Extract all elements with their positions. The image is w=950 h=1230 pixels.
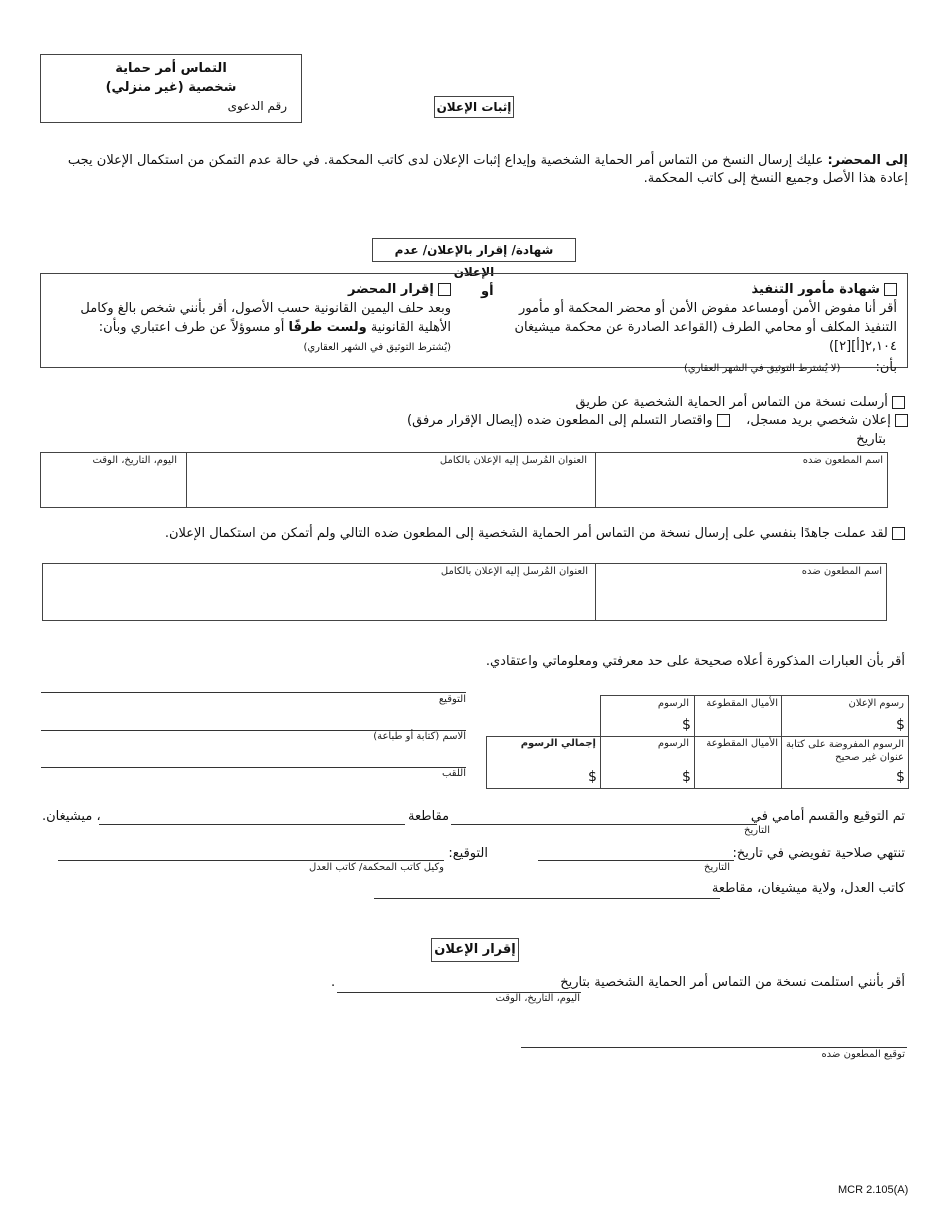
personal-registered-text: إعلان شخصي بريد مسجل،: [746, 413, 891, 428]
officer-certificate-checkbox[interactable]: [884, 283, 897, 296]
server-declaration: [65, 282, 451, 357]
diligent-attempt-checkbox[interactable]: [892, 527, 905, 540]
instructions-label: إلى المحضر:: [827, 153, 908, 168]
unserved-address-input[interactable]: [49, 582, 593, 616]
signature-input[interactable]: [41, 672, 470, 692]
service-method-row: [308, 413, 908, 428]
unserved-table: [42, 563, 887, 621]
county-label: مقاطعة: [408, 809, 450, 824]
fee2-label: الرسوم: [657, 738, 689, 749]
datetime-input[interactable]: [47, 471, 185, 503]
name-label: الاسم (كتابة أو طباعة): [373, 731, 466, 742]
respondent-signature-label: توقيع المطعون ضده: [821, 1049, 905, 1060]
case-number-label: رقم الدعوى: [227, 99, 287, 113]
proof-of-service-title: إثبات الإعلان: [434, 96, 514, 118]
instructions-body: عليك إرسال النسخ من التماس أمر الحماية الشخصية وإيداع إثبات الإعلان لدى كاتب المحكمة. في حالة عدم التمكن من استكمال الإعلان يجب إعادة هذا الأصل وجميع النسخ إلى كاتب المحكمة.: [67, 153, 908, 186]
restricted-delivery-text: واقتصار التسلم إلى المطعون ضده (إيصال الإقرار مرفق): [407, 413, 713, 428]
miles-label: الأميال المقطوعة: [706, 698, 778, 709]
title-input[interactable]: [41, 747, 470, 767]
officer-that-label: بأن:: [875, 360, 897, 375]
commission-expires-label: تنتهي صلاحية تفويضي في تاريخ:: [732, 846, 905, 861]
commission-date-label: التاريخ: [704, 862, 730, 873]
form-code: MCR 2.105(A): [838, 1184, 909, 1196]
acknowledgment-text: أقر بأنني استلمت نسخة من التماس أمر الحماية الشخصية بتاريخ: [560, 975, 905, 990]
datetime-header: اليوم، التاريخ، الوقت: [92, 455, 177, 466]
service-fee-currency: $: [896, 717, 905, 733]
address-input[interactable]: [193, 471, 593, 503]
fee-label: الرسوم: [657, 698, 689, 709]
acknowledgment-date-input[interactable]: [337, 974, 585, 993]
unserved-respondent-header: اسم المطعون ضده: [801, 566, 882, 577]
signature-label: التوقيع: [438, 694, 466, 705]
server-declaration-text: [65, 299, 451, 357]
county-input[interactable]: [99, 806, 409, 825]
notary-public-label: كاتب العدل، ولاية ميشيغان، مقاطعة: [711, 881, 905, 896]
notary-signature-label: التوقيع:: [448, 846, 488, 861]
notary-signature-input[interactable]: [58, 842, 448, 861]
case-title-box: [40, 54, 302, 123]
server-text-2: أو مسوؤلاً عن طرف اعتباري وبأن:: [98, 320, 289, 335]
respondent-name-input[interactable]: [601, 471, 885, 503]
notary-county-input[interactable]: [374, 880, 724, 899]
sent-copy-checkbox[interactable]: [892, 396, 905, 409]
incorrect-address-fee-label: الرسوم المفروضة على كتابة عنوان غير صحيح: [785, 739, 904, 763]
officer-certificate: [487, 282, 897, 375]
officer-notary-note: (لا يُشترط التوثيق في الشهر العقاري): [683, 363, 841, 374]
incorrect-address-fee-currency: $: [896, 769, 905, 785]
acknowledgment-title: إقرار الإعلان: [431, 938, 519, 962]
service-table: [40, 452, 888, 508]
miles2-label: الأميال المقطوعة: [706, 738, 778, 749]
michigan-label: ، ميشيغان.: [42, 809, 101, 824]
name-input[interactable]: [41, 710, 470, 730]
acknowledgment-datetime-label: اليوم، التاريخ، الوقت: [495, 993, 580, 1004]
respondent-signature-input[interactable]: [521, 1028, 911, 1048]
unserved-respondent-input[interactable]: [601, 582, 885, 616]
server-text-1: وبعد حلف اليمين القانونية حسب الأصول، أقر بأنني شخص بالغ وكامل الأهلية القانونية: [80, 301, 451, 335]
address-header: العنوان المُرسل إليه الإعلان بالكامل: [439, 455, 587, 466]
server-declaration-checkbox[interactable]: [438, 283, 451, 296]
acknowledgment-period: .: [331, 975, 336, 990]
or-label: أو: [481, 284, 494, 299]
total-fees-label: إجمالي الرسوم: [520, 738, 596, 749]
unserved-address-header: العنوان المُرسل إليه الإعلان بالكامل: [440, 566, 588, 577]
respondent-name-header: اسم المطعون ضده: [802, 455, 883, 466]
service-fee-label: رسوم الإعلان: [848, 698, 904, 709]
subscribed-label: تم التوقيع والقسم أمامي في: [750, 809, 905, 824]
officer-certificate-heading: شهادة مأمور التنفيذ: [751, 282, 880, 297]
fee-currency: $: [682, 717, 691, 733]
total-currency: $: [588, 769, 597, 785]
officer-certificate-text: أقر أنا مفوض الأمن أومساعد مفوض الأمن أو محضر المحكمة أو مأمور التنفيذ المكلف أو محامي الطرف (القواعد الصادرة عن محكمة ميشيغان ٢,١٠٤[أ][٢]): [514, 301, 897, 354]
diligent-attempt-row: [105, 526, 905, 541]
title-label: اللقب: [441, 768, 466, 779]
fees-table: [486, 695, 909, 790]
server-text-bold: ولست طرفًا: [288, 320, 367, 335]
certificate-box: [40, 273, 908, 375]
case-title-line2: شخصية (غير منزلي): [105, 80, 237, 95]
commission-date-input[interactable]: [538, 842, 738, 861]
diligent-attempt-text: لقد عملت جاهدًا بنفسي على إرسال نسخة من التماس أمر الحماية الشخصية إلى المطعون ضده التالي ولم أتمكن من استكمال الإعلان.: [164, 526, 888, 541]
on-date-label: بتاريخ: [856, 432, 886, 447]
deputy-clerk-label: وكيل كاتب المحكمة/ كاتب العدل: [309, 862, 444, 873]
server-notary-note: (يُشترط التوثيق في الشهر العقاري): [303, 342, 451, 353]
instructions-text: [40, 152, 908, 188]
personal-registered-checkbox[interactable]: [895, 414, 908, 427]
subscribed-date-label: التاريخ: [744, 825, 770, 836]
declaration-text: أقر بأن العبارات المذكورة أعلاه صحيحة على حد معرفتي ومعلوماتي واعتقادي.: [485, 654, 905, 669]
restricted-delivery-checkbox[interactable]: [717, 414, 730, 427]
case-title-line1: التماس أمر حماية: [115, 61, 227, 76]
certificate-section-title: شهادة/ إقرار بالإعلان/ عدم الإعلان: [372, 238, 576, 262]
sent-copy-text: أرسلت نسخة من التماس أمر الحماية الشخصية عن طريق: [575, 395, 888, 410]
server-declaration-heading: إقرار المحضر: [348, 282, 434, 297]
sent-copy-row: [305, 395, 905, 410]
fee2-currency: $: [682, 769, 691, 785]
subscribed-date-input[interactable]: [451, 806, 761, 825]
